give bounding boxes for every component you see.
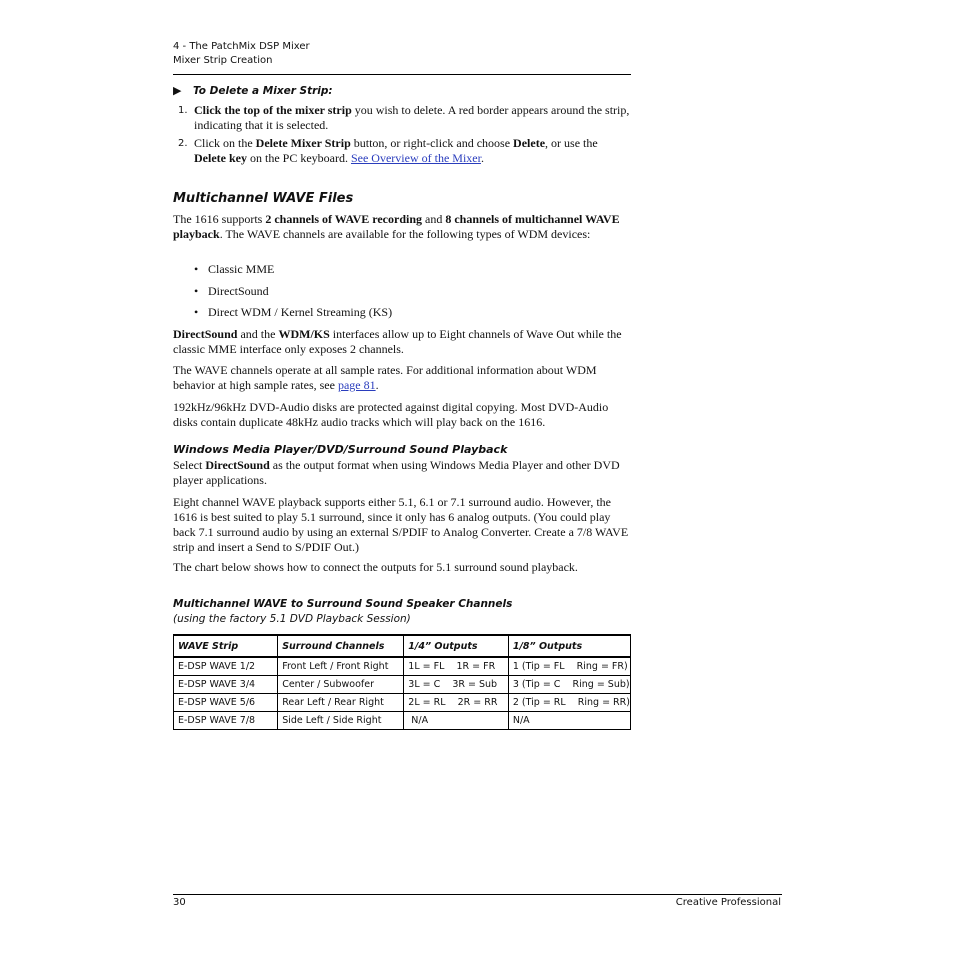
- table-cell: 1 (Tip = FL Ring = FR): [508, 657, 630, 676]
- body-text: and the: [237, 327, 279, 341]
- section-heading-multichannel: Multichannel WAVE Files: [173, 191, 354, 206]
- bullet-icon: •: [194, 284, 199, 298]
- table-cell: E-DSP WAVE 3/4: [174, 676, 278, 694]
- procedure-step-1: [173, 103, 631, 133]
- step-2-bold: Delete key: [194, 151, 247, 165]
- step-number: 2.: [178, 138, 188, 149]
- procedure-step-2: [173, 136, 631, 166]
- table-cell: 1L = FL 1R = FR: [404, 657, 509, 676]
- subsection-heading-playback: Windows Media Player/DVD/Surround Sound Playback: [173, 443, 508, 456]
- body-text: .: [375, 378, 379, 392]
- step-2-bold: Delete: [513, 136, 546, 150]
- step-2-text: .: [480, 151, 484, 165]
- body-text: Select: [173, 458, 206, 472]
- multichannel-paragraph-4: 192kHz/96kHz DVD-Audio disks are protected against digital copying. Most DVD-Audio disks contain duplicate 48kHz audio tracks which will play back on the 1616.: [173, 400, 609, 429]
- list-item: [194, 305, 392, 320]
- footer-rule: [173, 894, 782, 895]
- procedure-title: [173, 84, 333, 97]
- list-item: [194, 284, 269, 299]
- play-arrow-icon: ▶: [173, 84, 182, 97]
- body-text: The 1616 supports: [173, 212, 266, 226]
- multichannel-paragraph-2: [173, 327, 631, 357]
- table-cell: N/A: [404, 712, 509, 730]
- table-cell: 2 (Tip = RL Ring = RR): [508, 694, 630, 712]
- list-item-text: Classic MME: [208, 262, 275, 276]
- step-1-bold: Click the top of the mixer strip: [194, 103, 352, 117]
- header-rule: [173, 74, 631, 75]
- table-cell: E-DSP WAVE 7/8: [174, 712, 278, 730]
- footer-brand: Creative Professional: [675, 897, 781, 908]
- body-text: and: [422, 212, 446, 226]
- step-2-text: , or use the: [545, 136, 598, 150]
- procedure-title-text: To Delete a Mixer Strip:: [193, 85, 333, 97]
- table-row: [174, 657, 631, 676]
- list-item: [194, 262, 274, 277]
- step-2-bold: Delete Mixer Strip: [255, 136, 351, 150]
- table-cell: Center / Subwoofer: [278, 676, 404, 694]
- body-bold: WDM/KS: [278, 327, 330, 341]
- table-row: [174, 694, 631, 712]
- overview-of-mixer-link[interactable]: See Overview of the Mixer: [350, 151, 481, 165]
- running-header: [173, 40, 310, 67]
- page-number: 30: [173, 897, 186, 908]
- body-text: The WAVE channels operate at all sample rates. For additional information about WDM behavior at high sample rates, see: [173, 363, 597, 392]
- table-row: [174, 712, 631, 730]
- table-cell: N/A: [508, 712, 630, 730]
- playback-paragraph-3: The chart below shows how to connect the outputs for 5.1 surround sound playback.: [173, 560, 578, 574]
- list-item-text: Direct WDM / Kernel Streaming (KS): [208, 305, 393, 319]
- chapter-title: 4 - The PatchMix DSP Mixer: [173, 41, 310, 52]
- table-cell: E-DSP WAVE 1/2: [174, 657, 278, 676]
- body-text: interfaces allow up to Eight channels of Wave Out while the classic MME interface only exposes 2 channels.: [173, 327, 622, 356]
- body-bold: 8 channels of multichannel WAVE playback: [173, 212, 620, 241]
- table-cell: Side Left / Side Right: [278, 712, 404, 730]
- body-bold: DirectSound: [173, 327, 238, 341]
- table-header-row: [174, 635, 631, 657]
- table-cell: E-DSP WAVE 5/6: [174, 694, 278, 712]
- body-text: . The WAVE channels are available for the following types of WDM devices:: [219, 227, 591, 241]
- column-header: 1/8” Outputs: [508, 635, 630, 657]
- playback-paragraph-1: [173, 458, 631, 488]
- playback-paragraph-2: Eight channel WAVE playback supports either 5.1, 6.1 or 7.1 surround audio. However, the 1616 is best suited to play 5.1 surround, since it only has 6 analog outputs. (You could play back 7.1 surround audio by using an external S/PDIF to Analog Converter. Create a 7/8 WAVE strip and insert a Send to S/PDIF Out.): [173, 495, 629, 554]
- step-1-text: you wish to delete. A red border appears around the strip, indicating that it is selected.: [194, 103, 630, 132]
- bullet-icon: •: [194, 262, 199, 276]
- step-2-text: button, or right-click and choose: [350, 136, 514, 150]
- multichannel-paragraph-1: [173, 212, 631, 242]
- table-cell: 2L = RL 2R = RR: [404, 694, 509, 712]
- column-header: Surround Channels: [278, 635, 404, 657]
- table-cell: Rear Left / Rear Right: [278, 694, 404, 712]
- page-81-link[interactable]: page 81: [337, 378, 376, 392]
- section-title: Mixer Strip Creation: [173, 54, 273, 66]
- table-cell: Front Left / Front Right: [278, 657, 404, 676]
- list-item-text: DirectSound: [208, 284, 269, 298]
- body-bold: 2 channels of WAVE recording: [265, 212, 423, 226]
- body-bold: DirectSound: [205, 458, 270, 472]
- table-title: Multichannel WAVE to Surround Sound Speaker Channels: [173, 598, 513, 610]
- table-cell: 3L = C 3R = Sub: [404, 676, 509, 694]
- column-header: 1/4” Outputs: [404, 635, 509, 657]
- table-cell: 3 (Tip = C Ring = Sub): [508, 676, 630, 694]
- column-header: WAVE Strip: [174, 635, 278, 657]
- step-2-text: on the PC keyboard.: [246, 151, 351, 165]
- bullet-icon: •: [194, 305, 199, 319]
- table-row: [174, 676, 631, 694]
- step-number: 1.: [178, 105, 188, 116]
- body-text: as the output format when using Windows Media Player and other DVD player applications.: [173, 458, 620, 487]
- speaker-channels-table: [173, 634, 631, 730]
- multichannel-paragraph-3: [173, 363, 631, 393]
- table-subtitle: (using the factory 5.1 DVD Playback Session): [173, 613, 411, 625]
- step-2-text: Click on the: [194, 136, 256, 150]
